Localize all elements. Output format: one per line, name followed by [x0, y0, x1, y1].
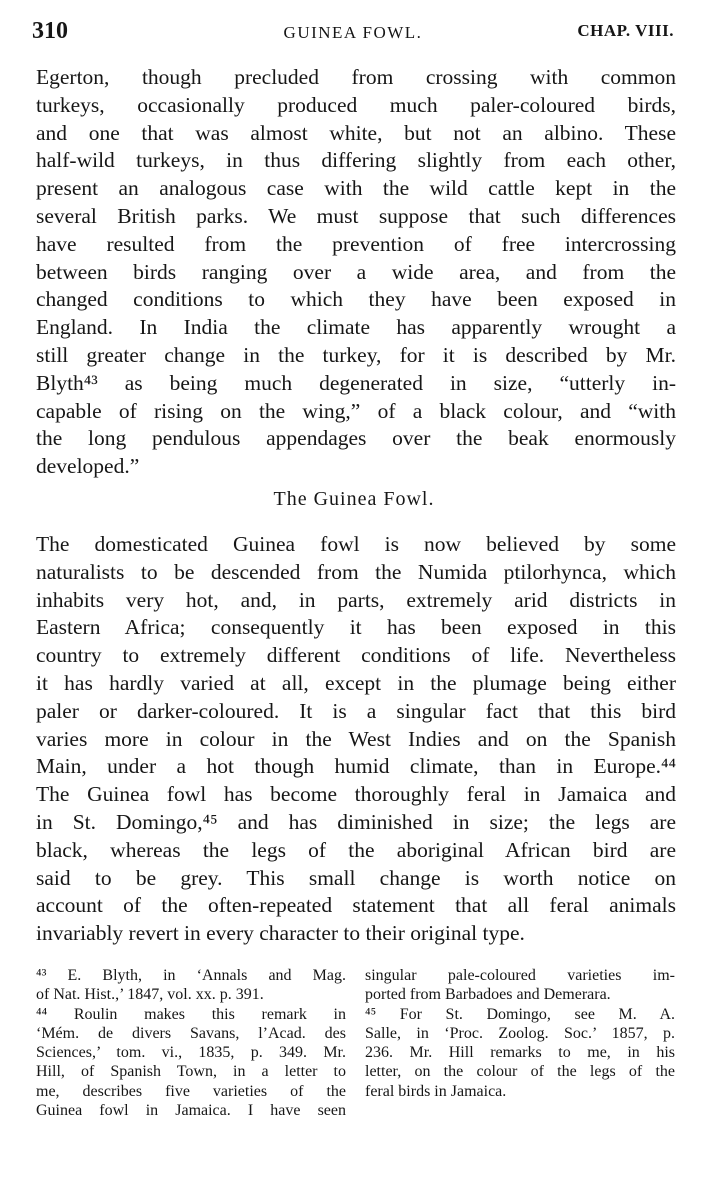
chapter-label: CHAP. VIII. — [577, 21, 674, 40]
footnotes-right-column — [365, 966, 675, 1101]
footnote-line: 236. Mr. Hill remarks to me, in his — [365, 1044, 675, 1062]
text-line: present an analogous case with the wild cattle kept in the — [36, 176, 676, 201]
footnote-line: singular pale-coloured varieties im- — [365, 967, 675, 984]
running-header — [32, 18, 674, 50]
text-line: paler or darker-coloured. It is a singular fact that this bird — [36, 698, 676, 723]
footnote-line: of Nat. Hist.,’ 1847, vol. xx. p. 391. — [36, 986, 264, 1004]
paragraph-guinea-fowl — [36, 531, 676, 948]
footnotes-left-column — [36, 966, 346, 1120]
section-heading: The Guinea Fowl. — [273, 488, 435, 510]
text-line: Main, under a hot though humid climate, than in Europe.⁴⁴ — [36, 754, 676, 779]
text-line: varies more in colour in the West Indies and on the Spanish — [36, 726, 676, 751]
text-line: developed.” — [36, 454, 140, 479]
text-line: inhabits very hot, and, in parts, extremely arid districts in — [36, 587, 676, 612]
text-line: and one that was almost white, but not an albino. These — [36, 120, 676, 145]
footnote-line: Hill, of Spanish Town, in a letter to — [36, 1063, 346, 1081]
text-line: Blyth⁴³ as being much degenerated in size, “utterly in- — [36, 370, 676, 395]
text-line: country to extremely different conditions of life. Nevertheless — [36, 643, 676, 668]
footnote-line: ⁴⁴ Roulin makes this remark in — [36, 1005, 346, 1023]
running-title: GUINEA FOWL. — [283, 23, 423, 42]
text-line: several British parks. We must suppose that such differences — [36, 203, 676, 228]
text-line: turkeys, occasionally produced much paler-coloured birds, — [36, 92, 676, 117]
text-line: capable of rising on the wing,” of a black colour, and “with — [36, 398, 676, 423]
text-line: said to be grey. This small change is worth notice on — [36, 865, 676, 890]
text-line: the long pendulous appendages over the beak enormously — [36, 426, 676, 451]
text-line: England. In India the climate has apparently wrought a — [36, 315, 676, 340]
page-number: 310 — [32, 18, 68, 44]
text-line: it has hardly varied at all, except in the plumage being either — [36, 670, 676, 695]
text-line: half-wild turkeys, in thus differing slightly from each other, — [36, 148, 676, 173]
footnote-line: ‘Mém. de divers Savans, l’Acad. des — [36, 1024, 346, 1042]
paragraph-turkeys — [36, 64, 676, 481]
text-line: The Guinea fowl has become thoroughly feral in Jamaica and — [36, 782, 676, 807]
footnote-line: Salle, in ‘Proc. Zoolog. Soc.’ 1857, p. — [365, 1024, 675, 1042]
text-line: have resulted from the prevention of free intercrossing — [36, 231, 676, 256]
footnote-line: me, describes five varieties of the — [36, 1082, 346, 1100]
footnote-line: ⁴³ E. Blyth, in ‘Annals and Mag. — [36, 967, 346, 984]
text-line: in St. Domingo,⁴⁵ and has diminished in size; the legs are — [36, 809, 676, 834]
text-line: still greater change in the turkey, for it is described by Mr. — [36, 342, 676, 367]
footnote-line: Guinea fowl in Jamaica. I have seen — [36, 1102, 346, 1120]
footnote-line: ported from Barbadoes and Demerara. — [365, 986, 611, 1004]
text-line: black, whereas the legs of the aboriginal African bird are — [36, 837, 676, 862]
text-line: Egerton, though precluded from crossing with common — [36, 65, 676, 89]
text-line: invariably revert in every character to their original type. — [36, 921, 525, 946]
footnote-line: letter, on the colour of the legs of the — [365, 1063, 675, 1081]
text-line: between birds ranging over a wide area, and from the — [36, 259, 676, 284]
text-line: account of the often-repeated statement that all feral animals — [36, 893, 676, 918]
footnote-line: feral birds in Jamaica. — [365, 1082, 507, 1100]
footnote-line: Sciences,’ tom. vi., 1835, p. 349. Mr. — [36, 1044, 346, 1062]
text-line: naturalists to be descended from the Numida ptilorhynca, which — [36, 559, 676, 584]
footnote-line: ⁴⁵ For St. Domingo, see M. A. — [365, 1005, 675, 1023]
text-line: The domesticated Guinea fowl is now believed by some — [36, 532, 676, 556]
text-line: Eastern Africa; consequently it has been exposed in this — [36, 615, 676, 640]
text-line: changed conditions to which they have been exposed in — [36, 287, 676, 312]
